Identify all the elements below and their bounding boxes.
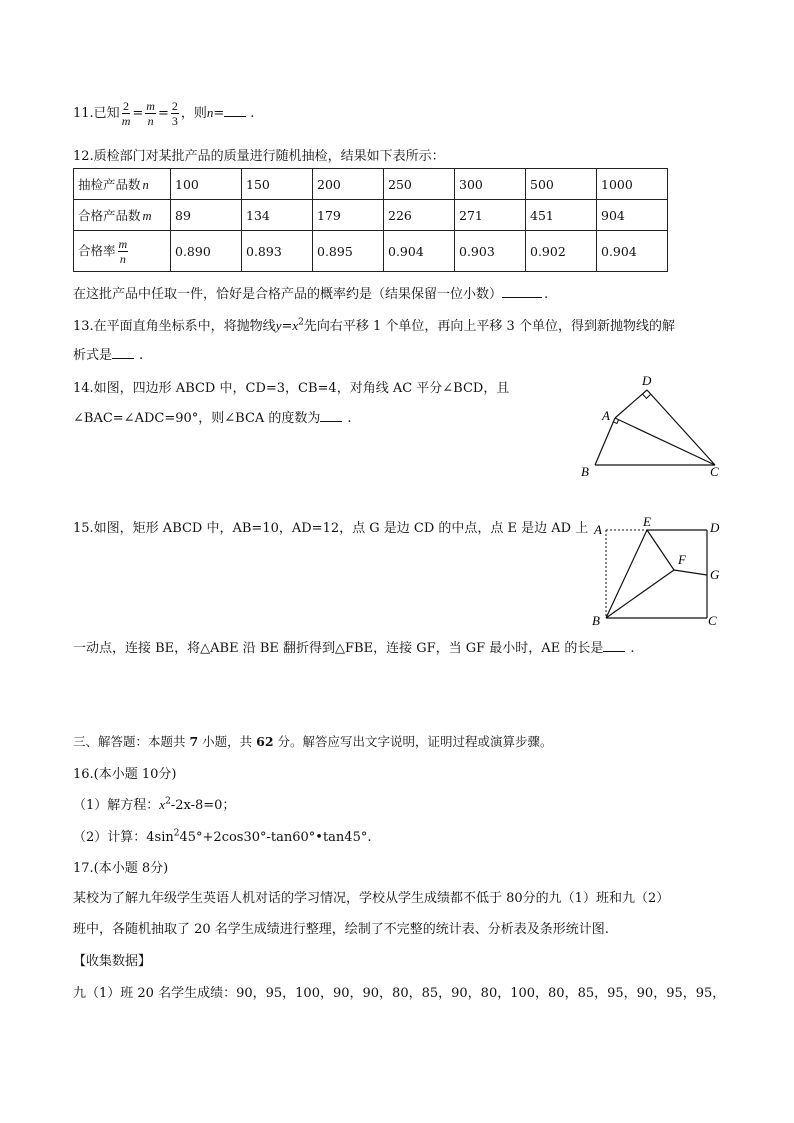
table-cell: 179 bbox=[313, 200, 384, 231]
table-header-cell: 合格率 $\frac{m}{n}$ bbox=[74, 231, 171, 272]
table-cell: 271 bbox=[455, 200, 526, 231]
table-cell: 134 bbox=[242, 200, 313, 231]
table-cell: 200 bbox=[313, 169, 384, 200]
table-cell: 451 bbox=[526, 200, 597, 231]
q17-para2: 班中，各随机抽取了 20 名学生成绩进行整理，绘制了不完整的统计表、分析表及条形统计图. bbox=[73, 922, 609, 937]
table-cell: 1000 bbox=[597, 169, 668, 200]
q11-frac-2: $\frac{m}{n}$ bbox=[146, 99, 155, 128]
table-cell: 89 bbox=[171, 200, 242, 231]
table-cell: 100 bbox=[171, 169, 242, 200]
table-cell: 226 bbox=[384, 200, 455, 231]
table-cell: 300 bbox=[455, 169, 526, 200]
table-row bbox=[74, 169, 668, 200]
table-row bbox=[74, 200, 668, 231]
q14-label-b: B bbox=[581, 464, 589, 479]
q13-line2: 析式是 . bbox=[73, 348, 144, 363]
q11-frac-1: $\frac{2}{m}$ bbox=[121, 99, 131, 128]
q16-title: 16.(本小题 10分) bbox=[73, 767, 177, 782]
q15-label-f: F bbox=[678, 552, 686, 567]
table-cell: 500 bbox=[526, 169, 597, 200]
table-header-cell: 抽检产品数 n bbox=[74, 169, 171, 200]
answer-blank bbox=[320, 409, 342, 422]
table-cell: 150 bbox=[242, 169, 313, 200]
q14-label-a: A bbox=[602, 408, 610, 423]
q15-line2: 一动点，连接 BE，将△ABE 沿 BE 翻折得到△FBE，连接 GF，当 GF 最小时，AE 的长是 . bbox=[73, 641, 635, 656]
table-cell: 0.904 bbox=[384, 231, 455, 272]
answer-blank bbox=[112, 346, 134, 359]
section3-heading: 三、解答题：本题共 7 小题，共 62 分。解答应写出文字说明，证明过程或演算步骤。 bbox=[73, 734, 553, 749]
table-row bbox=[74, 231, 668, 272]
table-cell: 0.903 bbox=[455, 231, 526, 272]
q15-label-g: G bbox=[710, 567, 720, 582]
q15-figure bbox=[590, 512, 730, 632]
q14-label-d: D bbox=[642, 373, 652, 388]
q16-part1: （1）解方程：$x^2-2x-8=0$； bbox=[73, 796, 236, 813]
q16-part2: （2）计算：$4\sin^245^\circ+2\cos 30^\circ-\tan 60^\circ•\tan 45^\circ$. bbox=[73, 828, 372, 845]
q14-line1: 14.如图，四边形 ABCD 中，CD=3，CB=4，对角线 AC 平分∠BCD，且 bbox=[73, 381, 510, 396]
answer-blank bbox=[502, 285, 542, 298]
q14-label-c: C bbox=[710, 464, 719, 479]
q17-para1: 某校为了解九年级学生英语人机对话的学习情况，学校从学生成绩都不低于 80分的九（1）班和九（2） bbox=[73, 891, 670, 906]
table-cell: 0.890 bbox=[171, 231, 242, 272]
q17-title: 17.(本小题 8分) bbox=[73, 861, 169, 876]
q12-table bbox=[73, 168, 668, 272]
q15-label-d: D bbox=[710, 520, 720, 535]
q14-line2: ∠BAC=∠ADC=90°，则∠BCA 的度数为 . bbox=[73, 411, 352, 426]
table-cell: 0.895 bbox=[313, 231, 384, 272]
table-cell: 0.904 bbox=[597, 231, 668, 272]
q12-question: 在这批产品中任取一件，恰好是合格产品的概率约是（结果保留一位小数） . bbox=[73, 287, 549, 302]
q15-label-a: A bbox=[594, 522, 602, 537]
table-cell: 0.893 bbox=[242, 231, 313, 272]
q13-line1: 13.在平面直角坐标系中，将抛物线$y=x^2$先向右平移 1 个单位，再向上平移 3 个单位，得到新抛物线的解 bbox=[73, 317, 675, 334]
table-cell: 0.902 bbox=[526, 231, 597, 272]
q11-frac-3: $\frac{2}{3}$ bbox=[171, 99, 178, 128]
table-cell: 904 bbox=[597, 200, 668, 231]
table-header-cell: 合格产品数 m bbox=[74, 200, 171, 231]
q15-label-e: E bbox=[643, 514, 651, 529]
q11: 11.已知 $\frac{2}{m}$ = $\frac{m}{n}$ = $\frac{2}{3}$ ，则n= . bbox=[73, 99, 255, 128]
q17-collect-heading: 【收集数据】 bbox=[73, 954, 152, 969]
answer-blank bbox=[603, 639, 625, 652]
q12-intro: 12.质检部门对某批产品的质量进行随机抽检，结果如下表所示： bbox=[73, 149, 445, 164]
q15-label-b: B bbox=[592, 613, 600, 628]
answer-blank bbox=[224, 104, 246, 117]
table-cell: 250 bbox=[384, 169, 455, 200]
q15-line1: 15.如图，矩形 ABCD 中，AB=10，AD=12，点 G 是边 CD 的中点，点 E 是边 AD 上 bbox=[73, 521, 589, 536]
q14-figure bbox=[575, 370, 725, 482]
q11-prefix: 11.已知 bbox=[73, 106, 120, 121]
q17-class1-scores: 九（1）班 20 名学生成绩：90，95，100，90，90，80，85，90，80，100，80，85，95，90，95，95， bbox=[73, 986, 726, 1001]
q15-label-c: C bbox=[708, 613, 717, 628]
